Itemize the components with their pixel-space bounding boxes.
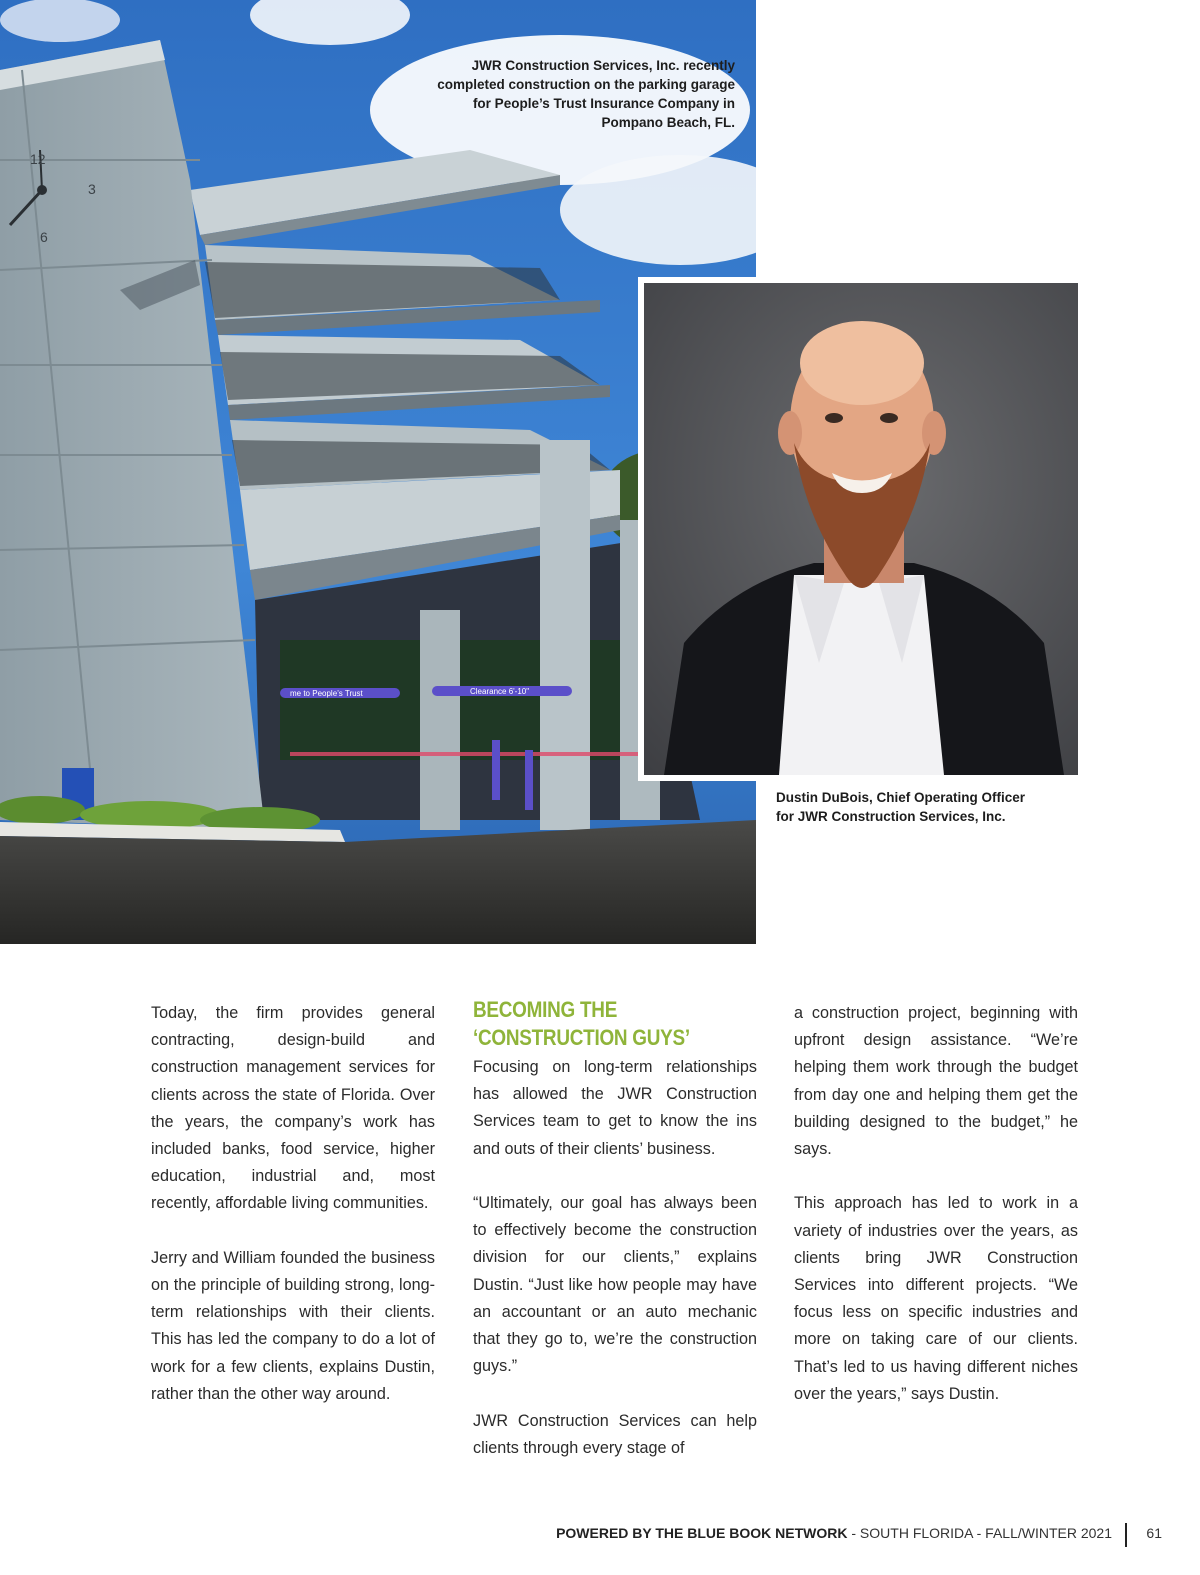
section-heading-line2: ‘CONSTRUCTION GUYS’ (473, 1025, 690, 1050)
article-column-2 (473, 997, 757, 1489)
sign-left-text: me to People’s Trust (290, 689, 363, 698)
svg-text:3: 3 (88, 181, 96, 197)
portrait-photo (644, 283, 1078, 775)
paragraph: This approach has led to work in a variety of industries over the years, as clients bring JWR Construction Services into different projects. “We focus less on specific industries and more on taking care of our clients. That’s led to us having different niches over the years,” says Dustin. (794, 1194, 1078, 1403)
page-number: 61 (1146, 1525, 1162, 1541)
sign-right-text: Clearance 6'-10" (470, 687, 530, 696)
photo-caption: JWR Construction Services, Inc. recently completed construction on the parking garage for People’s Trust Insurance Company in Pompano Beach, FL. (437, 58, 735, 130)
paragraph: “Ultimately, our goal has always been to effectively become the construction division for our clients,” explains Dustin. “Just like how people may have an accountant or an auto mechanic that they go to, we’re the construction guys.” (473, 1194, 757, 1376)
section-heading (473, 996, 717, 1052)
footer-network-name: POWERED BY THE BLUE BOOK NETWORK (556, 1525, 848, 1541)
portrait-caption (776, 788, 1096, 826)
paragraph: a construction project, beginning with upfront design assistance. “We’re helping them work through the budget from day one and helping them get the building designed to the budget,” he says. (794, 1004, 1078, 1159)
portrait-frame (638, 277, 1084, 781)
article-column-3 (794, 1000, 1078, 1435)
svg-text:12: 12 (30, 151, 46, 167)
portrait-caption-line1: Dustin DuBois, Chief Operating Officer (776, 790, 1026, 805)
portrait-caption-line2: for JWR Construction Services, Inc. (776, 809, 1006, 824)
paragraph: Today, the firm provides general contracting, design-build and construction management services for clients across the state of Florida. Over the years, the company’s work has included banks, food service, higher education, industrial and, most recently, affordable living communities. (151, 1004, 435, 1213)
executive-portrait-illustration (644, 283, 1078, 775)
footer-divider (1125, 1523, 1127, 1547)
page-footer (0, 1523, 1200, 1547)
paragraph: Jerry and William founded the business on the principle of building strong, long-term relationships with their clients. This has led the company to do a lot of work for a few clients, explains Dustin, rather than the other way around. (151, 1248, 435, 1403)
article-column-1 (151, 1000, 435, 1435)
paragraph: Focusing on long-term relationships has allowed the JWR Construction Services team to get to know the ins and outs of their clients’ business. (473, 1058, 757, 1158)
svg-text:6: 6 (40, 229, 48, 245)
footer-publication (556, 1525, 1112, 1541)
paragraph: JWR Construction Services can help clients through every stage of (473, 1411, 757, 1457)
footer-edition: - SOUTH FLORIDA - FALL/WINTER 2021 (847, 1525, 1112, 1541)
section-heading-line1: BECOMING THE (473, 997, 618, 1022)
